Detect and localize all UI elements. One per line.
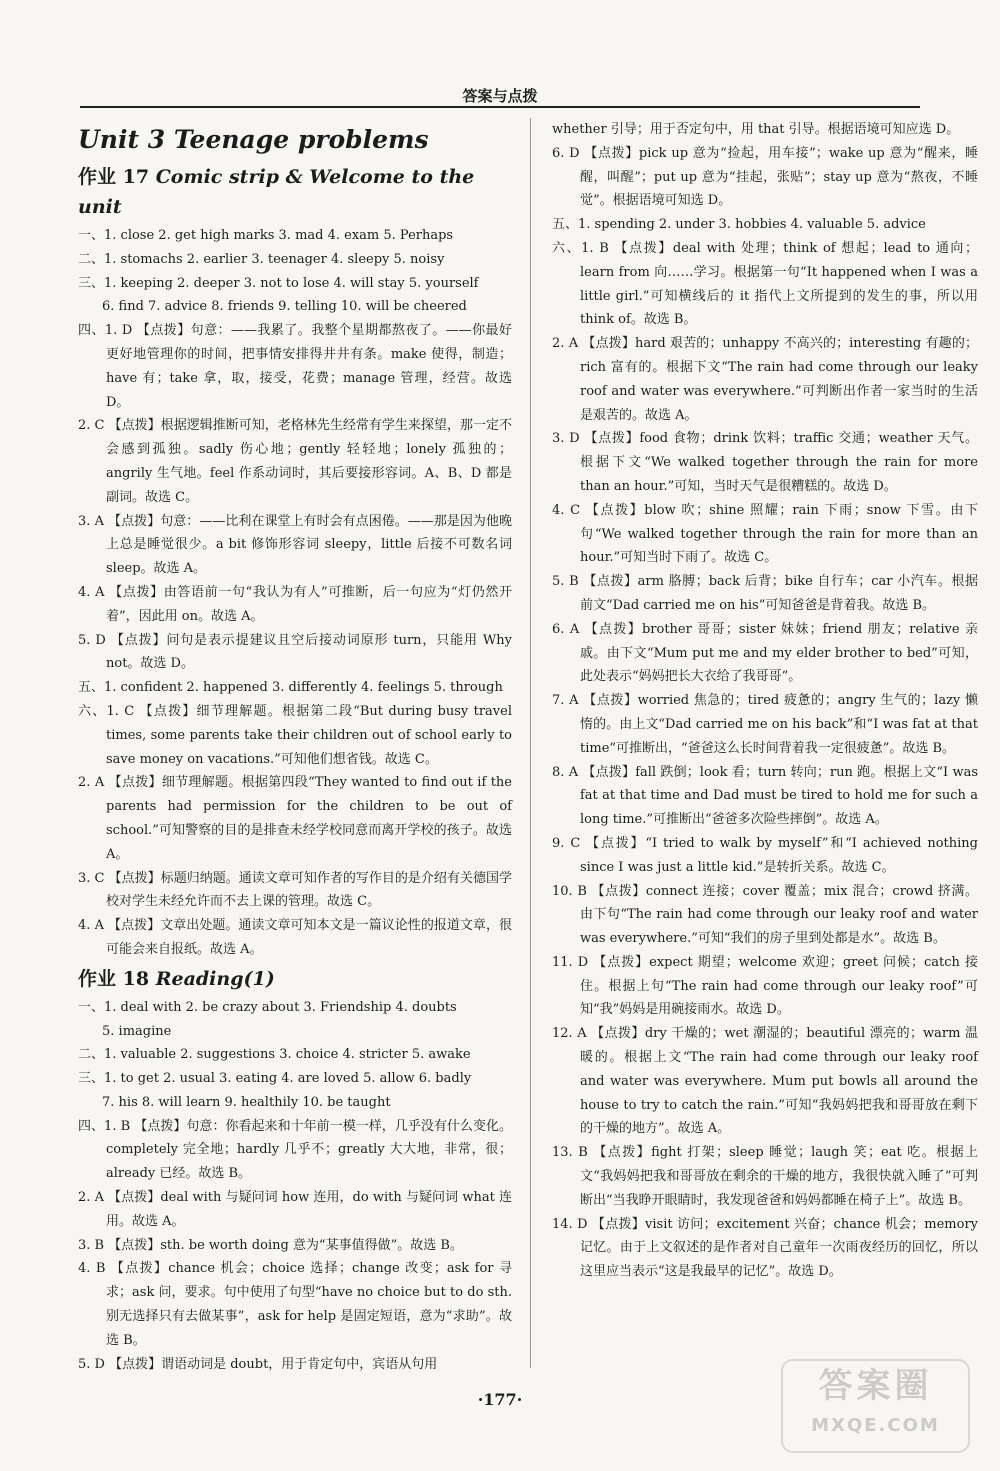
answer-item: 8. A 【点拨】fall 跌倒；look 看；turn 转向；run 跑。根据上文“I was fat at that time and Dad must be tired to hold me for such a long time.”可推断出“爸爸多次险些摔倒”。故选 A。	[552, 764, 978, 828]
answer-item: 2. A 【点拨】hard 艰苦的；unhappy 不高兴的；interesting 有趣的；rich 富有的。根据下文“The rain had come through our leaky roof and water was everywhere.”可判断出作者一家当时的生活是艰苦的。故选 A。	[552, 336, 978, 423]
answer-item: 3. D 【点拨】food 食物；drink 饮料；traffic 交通；weather 天气。根据下文“We walked together through the rain for more than an hour.”可知，当时天气是很糟糕的。故选 D。	[552, 431, 978, 494]
section-18-title	[78, 964, 512, 994]
section-18-name: Reading(1)	[155, 967, 275, 990]
answer-item: 3. A 【点拨】句意：——比利在课堂上有时会有点困倦。——那是因为他晚上总是睡觉很少。a bit 修饰形容词 sleepy，little 后接不可数名词 sleep。故选 A。	[78, 513, 512, 577]
left-column	[78, 118, 512, 1376]
answer-line: 二、1. valuable 2. suggestions 3. choice 4. stricter 5. awake	[78, 1047, 471, 1063]
header-rule	[80, 106, 920, 108]
answer-item: 6. A 【点拨】brother 哥哥；sister 妹妹；friend 朋友；relative 亲戚。由下文“Mum put me and my elder brother to bed”可知，此处表示“妈妈把长大衣给了我哥哥”。	[552, 621, 978, 685]
watermark-url-text: MXQE.COM	[811, 1415, 940, 1436]
watermark-logo	[781, 1359, 970, 1453]
answer-item: 13. B 【点拨】fight 打架；sleep 睡觉；laugh 笑；eat 吃。根据上文“我妈妈把我和哥哥放在剩余的干燥的地方，我很快就入睡了”可判断出“当我睁开眼睛时，我发现爸爸和妈妈都睡在椅子上”。故选 B。	[552, 1145, 978, 1208]
answer-line: 三、1. keeping 2. deeper 3. not to lose 4. will stay 5. yourself	[78, 275, 479, 291]
answer-item: 6. D 【点拨】pick up 意为“捡起，用车接”；wake up 意为“醒来，睡醒，叫醒”；put up 意为“挂起，张贴”；stay up 意为“熬夜，不睡觉”。根据语境可知选 D。	[552, 145, 978, 209]
section-17-short-answers	[78, 224, 512, 319]
page-number: ·177·	[477, 1390, 523, 1409]
answer-item: 10. B 【点拨】connect 连接；cover 覆盖；mix 混合；crowd 挤满。由下句“The rain had come through our leaky roof and water was everywhere.”可知“我们的房子里到处都是水”。故选 B。	[552, 883, 978, 947]
answer-line: 一、1. deal with 2. be crazy about 3. Friendship 4. doubts	[78, 999, 457, 1015]
section-17-title	[78, 162, 512, 222]
answer-item: 四、1. B 【点拨】句意：你看起来和十年前一模一样，几乎没有什么变化。completely 完全地；hardly 几乎不；greatly 大大地，非常，很；already 已经。故选 B。	[78, 1118, 512, 1182]
answer-item: 2. C 【点拨】根据逻辑推断可知，老格林先生经常有学生来探望，那一定不会感到孤独。sadly 伤心地；gently 轻轻地；lonely 孤独的；angrily 生气地。feel 作系动词时，其后要接形容词。A、B、D 都是副词。故选 C。	[78, 418, 512, 505]
answer-line: 一、1. close 2. get high marks 3. mad 4. exam 5. Perhaps	[78, 228, 454, 243]
answer-item: 5. D 【点拨】谓语动词是 doubt，用于肯定句中，宾语从句用	[78, 1356, 438, 1372]
answer-line: 三、1. to get 2. usual 3. eating 4. are loved 5. allow 6. badly	[78, 1071, 472, 1087]
right-column	[552, 118, 978, 1284]
watermark-main-text: 答案圈	[818, 1366, 933, 1406]
answer-item: 9. C 【点拨】“I tried to walk by myself”和“I achieved nothing since I was just a little kid.”是转折关系。故选 C。	[552, 835, 978, 875]
unit-title: Unit 3 Teenage problems	[78, 125, 429, 154]
answer-item: 7. A 【点拨】worried 焦急的；tired 疲惫的；angry 生气的；lazy 懒惰的。由上文“Dad carried me on his back”和“I was fat at that time”可推断出，“爸爸这么长时间背着我一定很疲惫”。故选 B。	[552, 693, 978, 756]
answer-item: 4. A 【点拨】由答语前一句“我认为有人”可推断，后一句应为“灯仍然开着”，因此用 on。故选 A。	[78, 584, 512, 624]
column-divider	[530, 118, 531, 1368]
answer-item: whether 引导；用于否定句中，用 that 引导。根据语境可知应选 D。	[552, 122, 960, 137]
answer-item: 五、1. confident 2. happened 3. differently 4. feelings 5. through	[78, 680, 503, 696]
answer-item: 3. B 【点拨】sth. be worth doing 意为“某事值得做”。故选 B。	[78, 1237, 463, 1253]
section-18-explanations	[78, 1115, 512, 1377]
section-17-explanations	[78, 319, 512, 962]
section-17-name: Comic strip & Welcome to the unit	[78, 166, 475, 218]
answer-item: 4. C 【点拨】blow 吹；shine 照耀；rain 下雨；snow 下雪。由下句“We walked together through the rain for more than an hour.”可知当时下雨了。故选 C。	[552, 502, 978, 566]
answer-item: 4. A 【点拨】文章出处题。通读文章可知本文是一篇议论性的报道文章，很可能会来自报纸。故选 A。	[78, 918, 512, 957]
answer-item: 5. B 【点拨】arm 胳膊；back 后背；bike 自行车；car 小汽车。根据前文“Dad carried me on his”可知爸爸是背着我。故选 B。	[552, 574, 978, 613]
answer-item: 四、1. D 【点拨】句意：——我累了。我整个星期都熬夜了。——你最好更好地管理你的时间，把事情安排得井井有条。make 使得，制造；have 有；take 拿，取，接受，花费；manage 管理，经营。故选 D。	[78, 323, 512, 410]
section-17-prefix: 作业 17	[78, 166, 150, 188]
answer-line: 7. his 8. will learn 9. healthily 10. be taught	[102, 1094, 391, 1110]
answer-item: 五、1. spending 2. under 3. hobbies 4. valuable 5. advice	[552, 217, 926, 233]
answer-item: 2. A 【点拨】细节理解题。根据第四段“They wanted to find out if the parents had permission for the children to be out of school.”可知警察的目的是排查未经学校同意而离开学校的孩子。故选 A。	[78, 775, 512, 862]
answer-item: 3. C 【点拨】标题归纳题。通读文章可知作者的写作目的是介绍有关德国学校对学生未经允许而不去上课的管理。故选 C。	[78, 870, 512, 910]
answer-item: 2. A 【点拨】deal with 与疑问词 how 连用，do with 与疑问词 what 连用。故选 A。	[78, 1190, 512, 1229]
page-header-title: 答案与点拨	[462, 87, 538, 105]
answer-item: 六、1. C 【点拨】细节理解题。根据第二段“But during busy travel times, some parents take their children out of school early to save money on vacations.”可知他们想省钱。故选 C。	[78, 703, 512, 767]
answer-item: 六、1. B 【点拨】deal with 处理；think of 想起；lead to 通向；learn from 向……学习。根据第一句“It happened when I was a little girl.”可知横线后的 it 指代上文所提到的发生的事，所以用 think of。故选 B。	[552, 240, 978, 328]
answer-item: 4. B 【点拨】chance 机会；choice 选择；change 改变；ask for 寻求；ask 问，要求。句中使用了句型“have no choice but to do sth. 别无选择只有去做某事”，ask for help 是固定短语，意为“求助”。故选 B。	[78, 1261, 512, 1348]
answer-item: 11. D 【点拨】expect 期望；welcome 欢迎；greet 问候；catch 接住。根据上句“The rain had come through our leaky roof”可知“我”妈妈是用碗接雨水。故选 D。	[552, 954, 978, 1018]
section-18-short-answers	[78, 996, 512, 1115]
section-18-prefix: 作业 18	[78, 967, 150, 990]
answer-line: 6. find 7. advice 8. friends 9. telling 10. will be cheered	[102, 299, 467, 315]
answer-item: 5. D 【点拨】问句是表示提建议且空后接动词原形 turn，只能用 Why not。故选 D。	[78, 632, 512, 672]
answer-line: 5. imagine	[102, 1023, 172, 1039]
answer-line: 二、1. stomachs 2. earlier 3. teenager 4. sleepy 5. noisy	[78, 251, 445, 267]
answer-item: 12. A 【点拨】dry 干燥的；wet 潮湿的；beautiful 漂亮的；warm 温暖的。根据上文“The rain had come through our leaky roof and water was everywhere. Mum put bowls all around the house to try to catch the rain.”可知“我妈妈把我和哥哥放在剩下的干燥的地方”。故选 A。	[552, 1026, 978, 1137]
answer-item: 14. D 【点拨】visit 访问；excitement 兴奋；chance 机会；memory 记忆。由于上文叙述的是作者对自己童年一次雨夜经历的回忆，所以这里应当表示“这是我最早的记忆”。故选 D。	[552, 1216, 978, 1280]
